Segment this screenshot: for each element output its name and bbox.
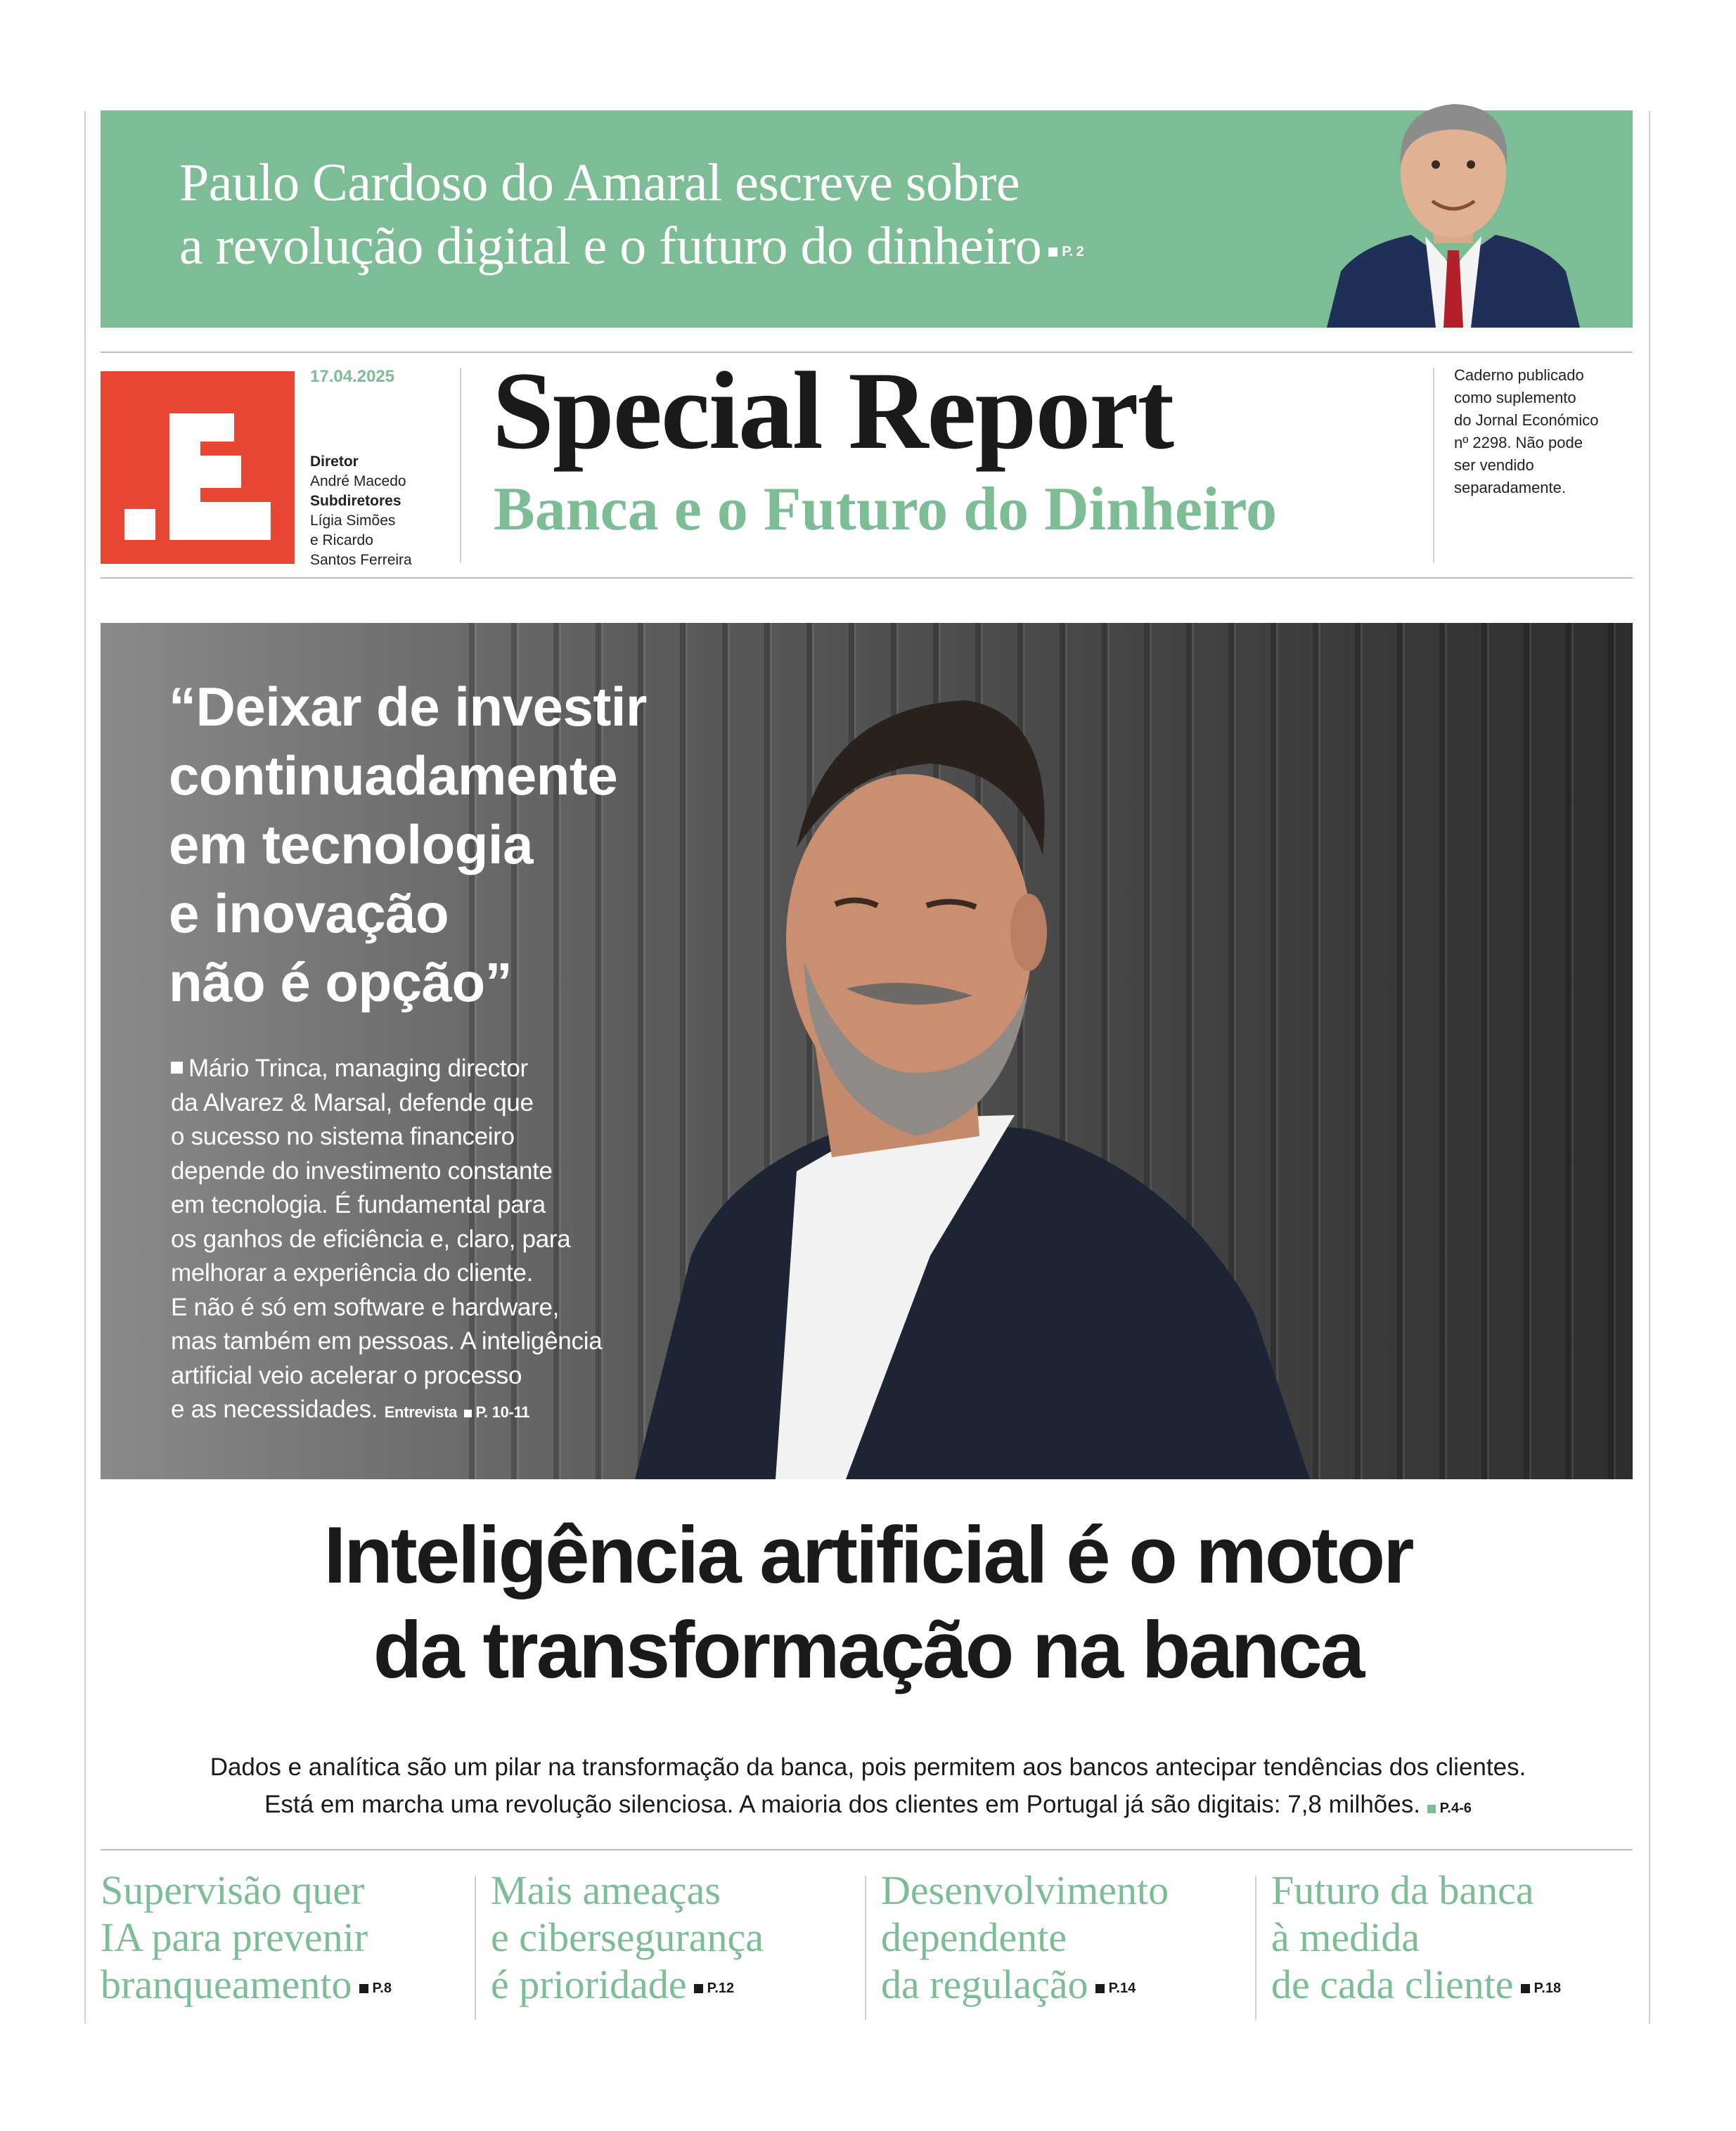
lead-line: da Alvarez & Marsal, defende que (171, 1088, 534, 1116)
lead-line: depende do investimento constante (171, 1157, 553, 1185)
square-bullet-icon (1427, 1805, 1436, 1813)
note-line: como suplemento (1454, 389, 1576, 406)
subdirector-name: e Ricardo (310, 532, 373, 548)
column-divider (1255, 1876, 1256, 2020)
teaser-line: Futuro da banca (1271, 1867, 1534, 1913)
teaser-page-ref: P.18 (1521, 1981, 1562, 1996)
staff-box (310, 452, 412, 570)
lead-line: artificial veio acelerar o processo (171, 1361, 522, 1389)
banner-headline-line: a revolução digital e o futuro do dinheiro (179, 217, 1042, 276)
note-line: nº 2298. Não pode (1454, 434, 1583, 451)
deck-line: Dados e analítica são um pilar na transformação da banca, pois permitem aos bancos antecipar tendências dos clientes. (210, 1753, 1526, 1781)
subdirectors-label: Subdiretores (310, 493, 401, 509)
hero-feature[interactable] (101, 623, 1633, 1479)
subdirector-name: Lígia Simões (310, 513, 396, 529)
teaser[interactable] (491, 1867, 764, 2012)
hero-page-ref: P. 10-11 (464, 1403, 530, 1421)
quote-line: em tecnologia (169, 813, 533, 875)
masthead-divider-left (460, 368, 461, 562)
headline-line: da transformação na banca (373, 1606, 1363, 1695)
quote-line: continuadamente (169, 745, 618, 806)
pull-quote (169, 672, 647, 1017)
lead-line: e as necessidades. (171, 1396, 378, 1423)
publication-subtitle: Banca e o Futuro do Dinheiro (494, 475, 1277, 543)
square-bullet-icon (1048, 247, 1057, 257)
headline-line: Inteligência artificial é o motor (323, 1511, 1413, 1600)
main-headline[interactable] (0, 1508, 1736, 1698)
quote-line: “Deixar de investir (169, 676, 647, 738)
section-label: Entrevista (384, 1403, 458, 1421)
teaser[interactable] (1271, 1867, 1561, 2012)
note-line: ser vendido (1454, 456, 1534, 474)
quote-line: e inovação (169, 882, 449, 944)
lead-line: em tecnologia. É fundamental para (171, 1191, 546, 1218)
banner-headline (179, 151, 1084, 283)
lead-line: melhorar a experiência do cliente. (171, 1259, 534, 1287)
teasers-top-rule (101, 1849, 1633, 1850)
banner-headline-line: Paulo Cardoso do Amaral escreve sobre (179, 153, 1020, 212)
teaser[interactable] (101, 1867, 392, 2012)
quote-line: não é opção” (169, 951, 513, 1013)
banner-page-ref: P. 2 (1048, 244, 1084, 259)
je-logo[interactable] (101, 371, 295, 564)
teaser-line: Mais ameaças (491, 1867, 721, 1913)
teaser-page-ref: P.14 (1095, 1981, 1136, 1996)
lead-line: os ganhos de eficiência e, claro, para (171, 1225, 571, 1253)
teaser-line: à medida (1271, 1914, 1420, 1960)
columnist-portrait (1313, 60, 1594, 328)
lead-line: o sucesso no sistema financeiro (171, 1123, 515, 1150)
teaser-line: de cada cliente (1271, 1962, 1514, 2007)
square-bullet-icon (464, 1410, 472, 1417)
je-logo-mark-icon (101, 371, 295, 564)
square-bullet-icon (1521, 1984, 1530, 1993)
teaser-line: branqueamento (101, 1962, 352, 2007)
page-left-rule (84, 111, 86, 2023)
square-bullet-icon (694, 1984, 703, 1993)
teaser-line: da regulação (881, 1962, 1088, 2007)
note-line: separadamente. (1454, 479, 1566, 496)
issue-date: 17.04.2025 (310, 367, 395, 386)
teaser[interactable] (881, 1867, 1169, 2012)
note-line: do Jornal Económico (1454, 411, 1599, 429)
main-page-ref: P.4-6 (1427, 1801, 1472, 1816)
director-name: André Macedo (310, 473, 406, 489)
lead-line: mas também em pessoas. A inteligência (171, 1327, 603, 1355)
interview-lead (171, 1052, 602, 1430)
square-bullet-icon (1095, 1984, 1105, 1993)
teaser-line: Supervisão quer (101, 1867, 365, 1913)
column-divider (865, 1876, 866, 2020)
teaser-line: é prioridade (491, 1962, 687, 2007)
teaser-page-ref: P.12 (694, 1981, 735, 1996)
deck-line: Está em marcha uma revolução silenciosa. A maioria dos clientes em Portugal já são digitais: 7,8 milhões. (264, 1791, 1420, 1818)
column-divider (475, 1876, 476, 2020)
masthead-divider-right (1433, 368, 1434, 562)
teaser-line: IA para prevenir (101, 1914, 368, 1960)
lead-line: Mário Trinca, managing director (188, 1055, 528, 1082)
subdirector-name: Santos Ferreira (310, 552, 412, 568)
director-label: Diretor (310, 453, 359, 470)
top-banner[interactable] (101, 110, 1633, 328)
note-line: Caderno publicado (1454, 366, 1584, 384)
teaser-line: e cibersegurança (491, 1914, 764, 1960)
square-bullet-icon (359, 1984, 368, 1993)
publication-title: Special Report (492, 349, 1174, 472)
supplement-note (1454, 364, 1630, 499)
lead-line: E não é só em software e hardware, (171, 1293, 560, 1321)
square-bullet-icon (171, 1062, 183, 1074)
teaser-line: Desenvolvimento (881, 1867, 1169, 1913)
masthead-bottom-rule (101, 577, 1633, 579)
main-deck (0, 1749, 1736, 1827)
teaser-page-ref: P.8 (359, 1981, 392, 1996)
teaser-line: dependente (881, 1914, 1067, 1960)
page-right-rule (1649, 111, 1650, 2023)
